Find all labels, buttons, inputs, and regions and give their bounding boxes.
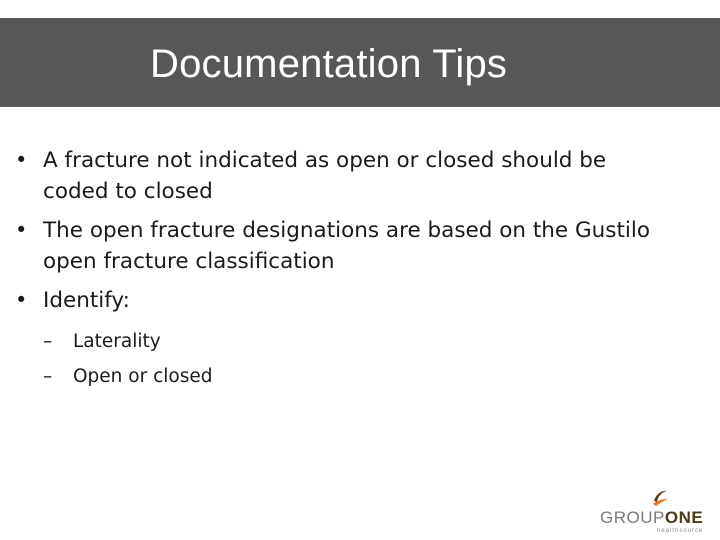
sub-bullet-text: Laterality (73, 331, 161, 352)
bullet-dot: • (15, 288, 28, 312)
logo-wordmark (600, 508, 703, 528)
sub-bullet-item (43, 327, 653, 357)
bullet-list (0, 145, 720, 400)
sub-bullet-dash: – (43, 331, 53, 352)
sub-bullet-dash: – (43, 366, 53, 387)
swoosh-logo-icon (650, 488, 670, 508)
bullet-dot: • (15, 148, 28, 172)
bullet-text: The open fracture designations are based on the Gustilo open fracture classification (43, 218, 651, 274)
sub-bullet-text: Open or closed (73, 366, 213, 387)
slide-title: Documentation Tips (150, 42, 508, 86)
sub-bullet-list (43, 327, 653, 392)
logo-tagline: healthsource (657, 528, 704, 534)
logo-word-group: GROUP (600, 508, 665, 527)
sub-bullet-item (43, 362, 653, 392)
bullet-item (0, 145, 653, 207)
bullet-text: Identify: (43, 288, 130, 313)
bullet-text: A fracture not indicated as open or closed should be coded to closed (43, 148, 607, 204)
groupone-logo (600, 488, 715, 536)
bullet-item (0, 285, 653, 392)
bullet-dot: • (15, 218, 28, 242)
bullet-item (0, 215, 653, 277)
logo-word-one: ONE (664, 508, 704, 527)
